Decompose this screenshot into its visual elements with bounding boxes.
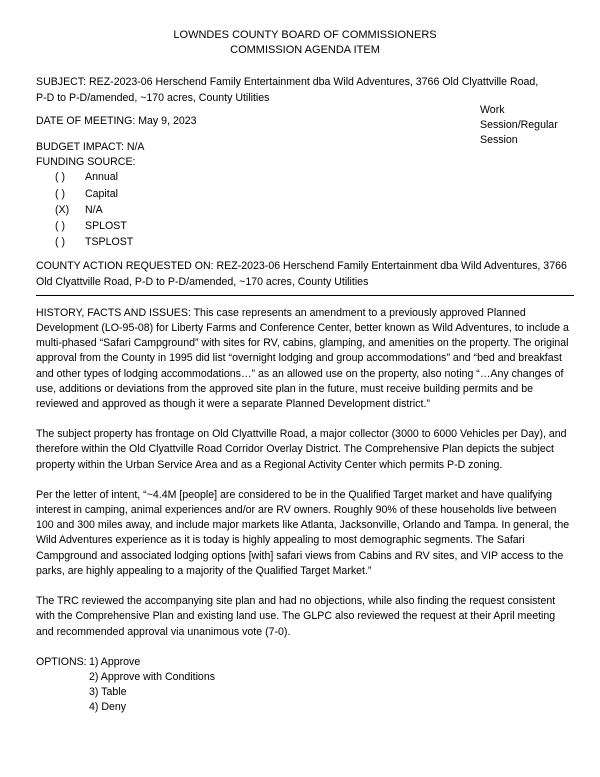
- funding-option-label: N/A: [85, 203, 103, 216]
- county-action-requested: COUNTY ACTION REQUESTED ON: REZ-2023-06 Herschend Family Entertainment dba Wild Adventures, 3766 Old Clyattville Road, P-D to P-D/amended, ~170 acres, County Utilities: [36, 260, 567, 288]
- checkbox-capital: ( ): [55, 187, 65, 200]
- date-of-meeting: DATE OF MEETING: May 9, 2023: [36, 114, 197, 127]
- option-approve: 1) Approve: [89, 655, 141, 668]
- checkbox-splost: ( ): [55, 220, 65, 233]
- funding-option-annual: [55, 170, 574, 185]
- divider-line: [36, 295, 574, 296]
- options-section: [36, 655, 574, 716]
- funding-source-label: FUNDING SOURCE:: [36, 156, 136, 169]
- options-list: [89, 655, 215, 716]
- options-label: OPTIONS:: [36, 655, 87, 668]
- trc-review-paragraph: The TRC reviewed the accompanying site plan and had no objections, while also finding the request consistent with the Comprehensive Plan and existing land use. The GLPC also reviewed the request at their April meeting and recommended approval via unanimous vote (7-0).: [36, 595, 556, 638]
- checkbox-na-checked: (X): [55, 203, 70, 216]
- letter-of-intent-paragraph: Per the letter of intent, “~4.4M [people] are considered to be in the Qualified Target market and have qualifying interest in camping, animal experiences and/or are RV owners. Roughly 90% of these households live between 100 and 300 miles away, and include major markets like Atlanta, Jacksonville, Orlando and Tampa. In general, the Wild Adventures experience as it is today is highly appealing to most demographic segments. The Safari Campground and associated lodging options [with] safari views from Cabins and RV sites, and VIP access to the parks, are highly appealing to a majority of the Qualified Target Market.”: [36, 488, 570, 577]
- checkbox-annual: ( ): [55, 171, 65, 184]
- session-type-note: Work Session/Regular Session: [480, 104, 558, 147]
- funding-option-na: [55, 203, 574, 218]
- checkbox-tsplost: ( ): [55, 236, 65, 249]
- document-header: [36, 28, 574, 58]
- option-table: 3) Table: [89, 686, 127, 699]
- budget-impact-line: BUDGET IMPACT: N/A: [36, 141, 145, 154]
- history-facts-paragraph: HISTORY, FACTS AND ISSUES: This case represents an amendment to a previously approved Planned Development (LO-95-08) for Liberty Farms and Conference Center, better known as Wild Adventures, to include a multi-phased “Safari Campground” with sites for RV, cabins, glamping, and amenities on the property. The original approval from the County in 1995 did list “overnight lodging and group accommodations” and “bed and breakfast and other types of lodging accommodations…” as an allowed use on the property, also noting “…Any changes of use, additions or deviations from the approved site plan in the future, must receive building permits and be reviewed and approved as though it were a separate Planned Development district.”: [36, 306, 569, 411]
- funding-options-list: [36, 170, 574, 250]
- funding-option-label: Annual: [85, 171, 118, 184]
- funding-option-label: SPLOST: [85, 220, 127, 233]
- option-deny: 4) Deny: [89, 701, 127, 714]
- funding-option-label: TSPLOST: [85, 236, 134, 249]
- funding-option-label: Capital: [85, 187, 118, 200]
- option-approve-with-conditions: 2) Approve with Conditions: [89, 670, 216, 683]
- document-type-title: COMMISSION AGENDA ITEM: [230, 44, 380, 57]
- board-title: LOWNDES COUNTY BOARD OF COMMISSIONERS: [173, 29, 437, 41]
- funding-option-splost: [55, 219, 574, 234]
- funding-option-capital: [55, 187, 574, 202]
- subject-line: SUBJECT: REZ-2023-06 Herschend Family Entertainment dba Wild Adventures, 3766 Old Clyattville Road, P-D to P-D/amended, ~170 acres, County Utilities: [36, 76, 539, 104]
- property-frontage-paragraph: The subject property has frontage on Old Clyattville Road, a major collector (3000 to 6000 Vehicles per Day), and therefore within the Old Clyattville Road Corridor Overlay District. The Comprehensive Plan depicts the subject property within the Urban Service Area and as a Regional Activity Center which permits P-D zoning.: [36, 428, 567, 471]
- funding-option-tsplost: [55, 235, 574, 250]
